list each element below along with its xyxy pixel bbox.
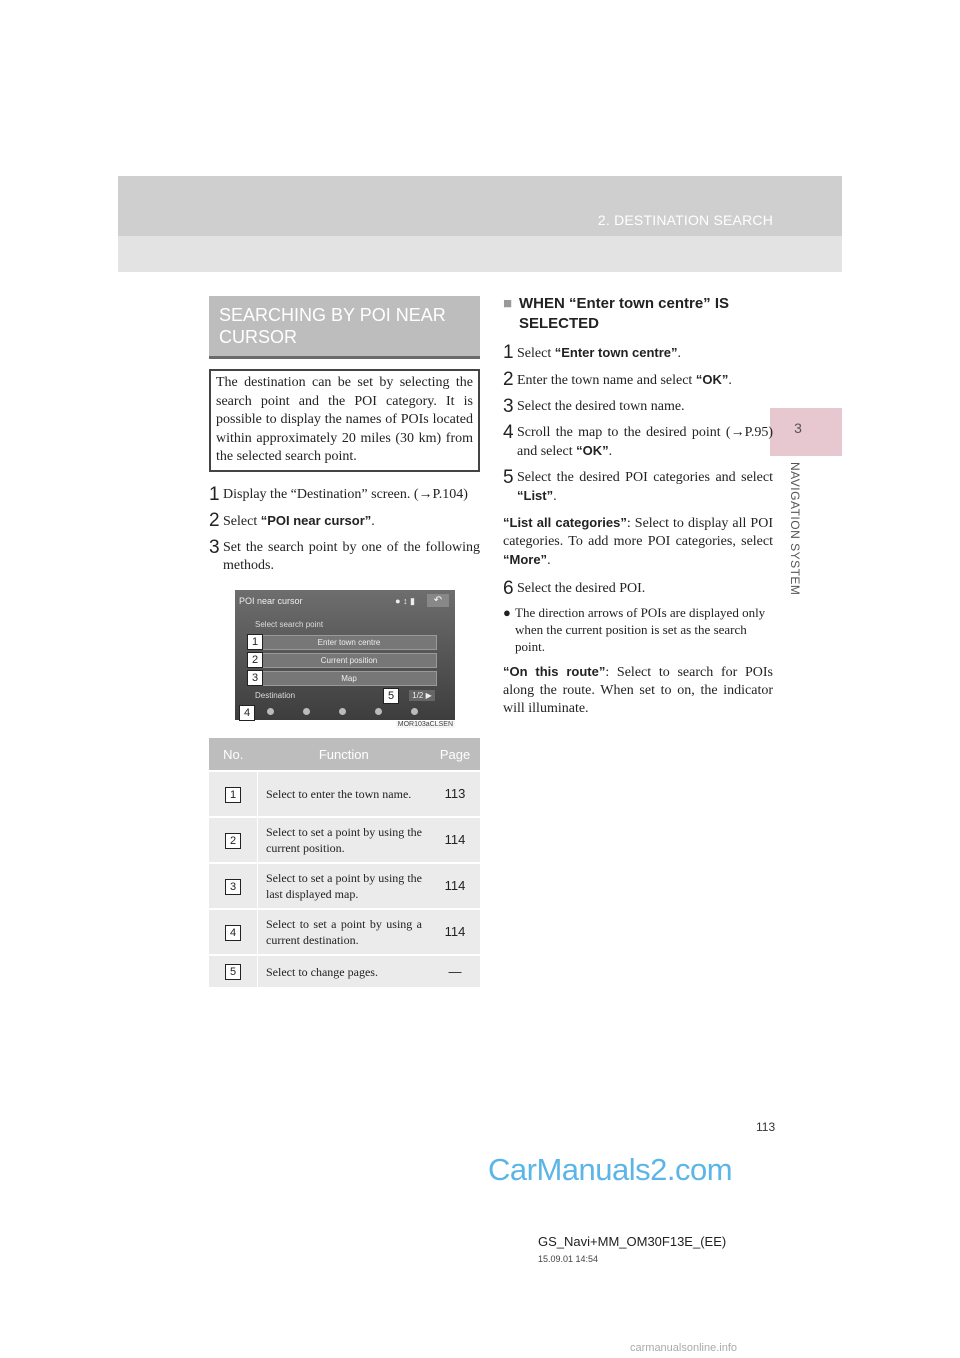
step-number: 3 bbox=[209, 536, 220, 558]
intro-box: The destination can be set by selecting the search point and the POI category. It is possible to display the names of POIs located within approximately 20 miles (30 km) from the selected search point. bbox=[209, 369, 480, 472]
row-function: Select to set a point by using a current destination. bbox=[258, 909, 431, 955]
chapter-side-label: NAVIGATION SYSTEM bbox=[788, 462, 802, 596]
row-number: 2 bbox=[225, 833, 241, 849]
table-row bbox=[209, 817, 480, 863]
row-function: Select to enter the town name. bbox=[258, 771, 431, 817]
watermark-logo: CarManuals2.com bbox=[488, 1152, 733, 1187]
status-icons: ● ↕ ▮ bbox=[395, 596, 415, 606]
step-text: Enter the town name and select “OK”. bbox=[517, 372, 732, 388]
row-page: — bbox=[430, 955, 480, 987]
step-text: Select “Enter town centre”. bbox=[517, 345, 682, 361]
list-all-categories-paragraph: “List all categories”: Select to display all POI categories. To add more POI categories, select “More”. bbox=[503, 515, 773, 568]
callout-3: 3 bbox=[247, 670, 263, 686]
step-3 bbox=[503, 398, 773, 416]
destination-label: Destination bbox=[255, 691, 296, 700]
on-this-route-paragraph: “On this route”: Select to search for POIs along the route. When set to on, the indicator will illuminate. bbox=[503, 664, 773, 716]
footer-code: GS_Navi+MM_OM30F13E_(EE) bbox=[538, 1234, 727, 1249]
callout-1: 1 bbox=[247, 634, 263, 650]
screen-title: POI near cursor bbox=[239, 596, 303, 606]
step-2 bbox=[209, 509, 480, 531]
note-item bbox=[503, 604, 773, 655]
column-header: Function bbox=[258, 738, 431, 771]
step-text: Display the “Destination” screen. (→P.104) bbox=[223, 486, 468, 502]
chapter-number: 3 bbox=[794, 420, 802, 436]
chapter-tab bbox=[770, 408, 842, 456]
destination-slot-icon bbox=[411, 708, 418, 715]
step-number: 1 bbox=[503, 342, 514, 363]
row-number: 1 bbox=[225, 787, 241, 803]
left-column bbox=[209, 296, 480, 575]
square-bullet-icon: ■ bbox=[503, 295, 513, 312]
current-position-button: Current position bbox=[261, 653, 437, 668]
step-6 bbox=[503, 580, 773, 598]
destination-slot-icon bbox=[303, 708, 310, 715]
step-number: 2 bbox=[209, 509, 220, 531]
step-2 bbox=[503, 371, 773, 390]
step-5 bbox=[503, 469, 773, 506]
destination-slot-icon bbox=[339, 708, 346, 715]
section-heading: SEARCHING BY POI NEAR CURSOR bbox=[209, 296, 480, 359]
row-page: 114 bbox=[430, 817, 480, 863]
step-text: Select the desired POI. bbox=[517, 581, 646, 596]
row-page: 114 bbox=[430, 909, 480, 955]
step-number: 2 bbox=[503, 369, 514, 390]
destination-slot-icon bbox=[267, 708, 274, 715]
step-text: Select “POI near cursor”. bbox=[223, 512, 375, 529]
page-number: 113 bbox=[756, 1120, 776, 1134]
step-3 bbox=[209, 536, 480, 575]
destination-slot-icon bbox=[375, 708, 382, 715]
callout-2: 2 bbox=[247, 652, 263, 668]
step-number: 3 bbox=[503, 396, 514, 417]
row-page: 114 bbox=[430, 863, 480, 909]
callout-5: 5 bbox=[383, 688, 399, 704]
enter-town-centre-button: Enter town centre bbox=[261, 635, 437, 650]
row-function: Select to set a point by using the current position. bbox=[258, 817, 431, 863]
watermark-text: carmanualsonline.info bbox=[630, 1342, 738, 1354]
table-row bbox=[209, 909, 480, 955]
step-1 bbox=[503, 344, 773, 363]
step-text: Set the search point by one of the following methods. bbox=[223, 539, 480, 573]
back-icon: ↶ bbox=[427, 594, 449, 607]
subheading bbox=[503, 294, 773, 334]
screen-subtitle: Select search point bbox=[255, 620, 324, 629]
subheading-text: WHEN “Enter town centre” IS SELECTED bbox=[519, 295, 730, 332]
step-number: 6 bbox=[503, 578, 514, 599]
step-number: 5 bbox=[503, 467, 514, 488]
function-table bbox=[209, 738, 480, 987]
table-row bbox=[209, 955, 480, 987]
column-header: Page bbox=[430, 738, 480, 771]
row-function: Select to set a point by using the last displayed map. bbox=[258, 863, 431, 909]
step-4 bbox=[503, 424, 773, 461]
row-number: 3 bbox=[225, 879, 241, 895]
section-title: 2. DESTINATION SEARCH bbox=[597, 212, 773, 228]
table-header-row bbox=[209, 738, 480, 771]
map-button: Map bbox=[261, 671, 437, 686]
step-number: 1 bbox=[209, 483, 220, 505]
row-page: 113 bbox=[430, 771, 480, 817]
row-number: 4 bbox=[225, 925, 241, 941]
screen-illustration bbox=[235, 590, 455, 728]
step-text: Scroll the map to the desired point (→P.95) and select “OK”. bbox=[517, 425, 773, 459]
right-column bbox=[503, 294, 773, 718]
table-row bbox=[209, 771, 480, 817]
callout-4: 4 bbox=[239, 705, 255, 721]
page-indicator: 1/2 ▶ bbox=[409, 690, 435, 701]
note-text: The direction arrows of POIs are displayed only when the current position is set as the search point. bbox=[515, 605, 766, 654]
row-number: 5 bbox=[225, 964, 241, 980]
row-function: Select to change pages. bbox=[258, 955, 431, 987]
table-row bbox=[209, 863, 480, 909]
image-code: MOR103aCLSEN bbox=[397, 721, 453, 728]
bullet-icon: ● bbox=[503, 605, 511, 620]
step-text: Select the desired POI categories and select “List”. bbox=[517, 470, 773, 504]
step-1 bbox=[209, 483, 480, 505]
column-header: No. bbox=[209, 738, 258, 771]
step-number: 4 bbox=[503, 422, 514, 443]
step-text: Select the desired town name. bbox=[517, 399, 685, 414]
footer-date: 15.09.01 14:54 bbox=[538, 1254, 599, 1264]
